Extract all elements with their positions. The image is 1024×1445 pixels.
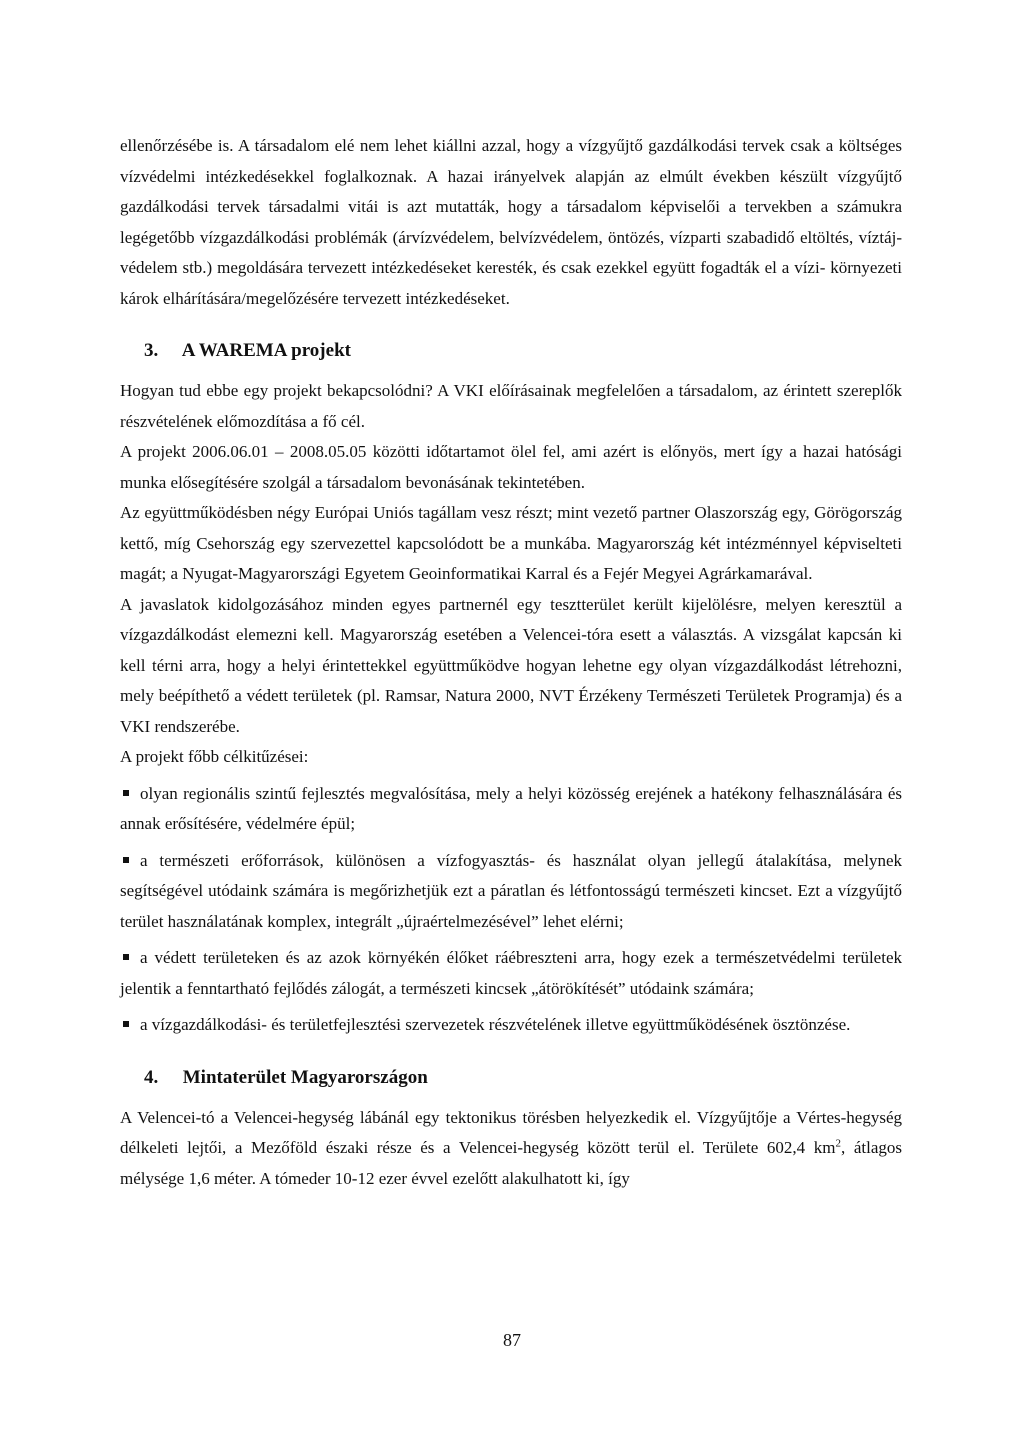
section-4-title: Mintaterület Magyarországon: [182, 1066, 428, 1088]
section-3-paragraph: A projekt 2006.06.01 – 2008.05.05 közötti időtartamot ölel fel, ami azért is előnyös, mert így a hazai hatósági munka elősegítésére szolgál a társadalom bevonásának tekintetében.: [120, 442, 902, 492]
section-3-heading: [120, 336, 902, 366]
section-3-paragraph: Hogyan tud ebbe egy projekt bekapcsolódni? A VKI előírásainak megfelelően a társadalom, az érintett szereplők részvételének előmozdítása a fő cél.: [120, 381, 902, 431]
bullet-icon: [123, 857, 129, 863]
document-page: [120, 131, 902, 1194]
list-item: a vízgazdálkodási- és területfejlesztési szervezetek részvételének illetve együttműködésének ösztönzése.: [120, 1010, 902, 1041]
bullet-icon: [123, 790, 129, 796]
bullet-icon: [123, 1021, 129, 1027]
list-item: a védett területeken és az azok környékén élőket ráébreszteni arra, hogy ezek a természetvédelmi területek jelentik a fenntartható fejlődés zálogát, a természeti kincsek „átörökítését” utódaink számára;: [120, 948, 902, 998]
section-3-title: A WAREMA projekt: [181, 340, 351, 361]
goals-list: [120, 779, 902, 1041]
section-4-paragraph: A Velencei-tó a Velencei-hegység lábánál egy tektonikus törésben helyezkedik el. Vízgyűjtője a Vértes-hegység délkeleti lejtői, a Mezőföld északi része és a Velencei-hegység között terül el. Területe 602,4 $km^2$, átlagos mélysége 1,6 méter. A tómeder 10-12 ezer évvel ezelőtt alakulhatott ki, így: [120, 1107, 902, 1188]
page-number: 87: [503, 1330, 521, 1350]
intro-paragraph: ellenőrzésébe is. A társadalom elé nem lehet kiállni azzal, hogy a vízgyűjtő gazdálkodási tervek csak a költséges vízvédelmi intézkedésekkel foglalkoznak. A hazai irányelvek alapján az elmúlt években készült vízgyűjtő gazdálkodási tervek társadalmi vitái is azt mutatták, hogy a társadalom képviselői a tervekben a számukra legégetőbb vízgazdálkodási problémák (árvízvédelem, belvízvédelem, öntözés, vízparti szabadidő eltöltés, víztáj-védelem stb.) megoldására tervezett intézkedéseket keresték, és csak ezekkel együtt fogadták el a vízi- környezeti károk elhárítására/megelőzésére tervezett intézkedéseket.: [120, 136, 902, 308]
section-4-number: 4.: [144, 1066, 159, 1088]
list-item: a természeti erőforrások, különösen a vízfogyasztás- és használat olyan jellegű átalakítása, melynek segítségével utódaink számára is megőrizhetjük ezt a páratlan és létfontosságú természeti kincset. Ezt a vízgyűjtő terület használatának komplex, integrált „újraértelmezésével” lehet elérni;: [120, 850, 902, 931]
list-item: olyan regionális szintű fejlesztés megvalósítása, mely a helyi közösség erejének a hatékony felhasználására és annak erősítésére, védelmére épül;: [120, 783, 902, 833]
section-3-paragraph: Az együttműködésben négy Európai Uniós tagállam vesz részt; mint vezető partner Olaszország egy, Görögország kettő, míg Csehország egy szervezettel kapcsolódott be a munkába. Magyarország két intézménnyel képviselteti magát; a Nyugat-Magyarországi Egyetem Geoinformatikai Karral és a Fejér Megyei Agrárkamarával.: [120, 503, 902, 583]
section-3-number: 3.: [144, 340, 159, 361]
goals-intro: A projekt főbb célkitűzései:: [120, 747, 309, 766]
bullet-icon: [123, 954, 129, 960]
section-4-heading: [120, 1063, 902, 1093]
section-3-paragraph: A javaslatok kidolgozásához minden egyes partnernél egy tesztterület került kijelölésre, melyen keresztül a vízgazdálkodást elemezni kell. Magyarország esetében a Velencei-tóra esett a választás. A vizsgálat kapcsán ki kell térni arra, hogy a helyi érintettekkel együttműködve hogyan lehetne egy olyan vízgazdálkodást létrehozni, mely beépíthető a védett területek (pl. Ramsar, Natura 2000, NVT Érzékeny Természeti Területek Programja) és a VKI rendszerébe.: [120, 594, 902, 736]
